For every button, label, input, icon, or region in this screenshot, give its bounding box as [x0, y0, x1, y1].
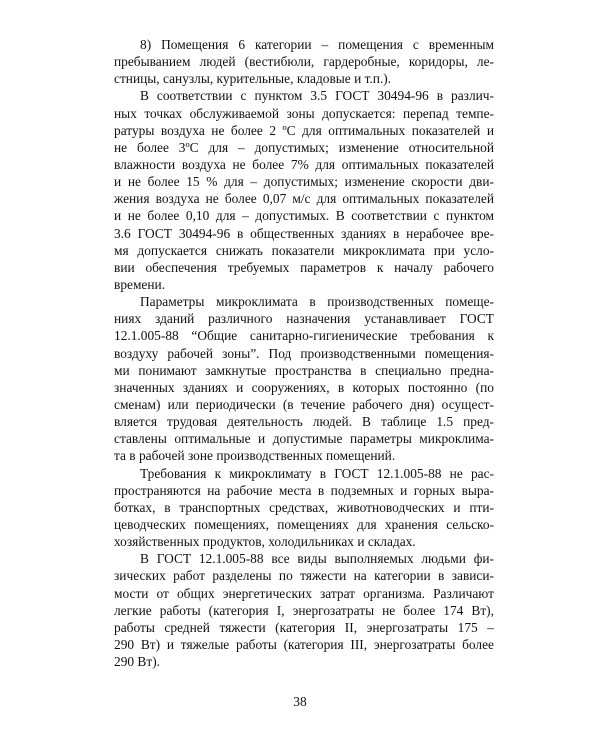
text-line: и не более 15 % для – допустимых; изменение скорости дви- [114, 174, 494, 190]
text-line: 12.1.005-88 “Общие санитарно-гигиенические требования к [114, 328, 494, 344]
text-line: 3.6 ГОСТ 30494-96 в общественных зданиях в нерабочее вре- [114, 225, 494, 241]
text-line: мости от общих энергетических затрат организма. Различают [114, 585, 494, 601]
text-line: цеводческих помещениях, помещениях для хранения сельско- [114, 516, 494, 532]
text-line: хозяйственных продуктов, холодильниках и складах. [114, 534, 416, 550]
text-line: 8) Помещения 6 категории – помещения с временным [140, 37, 494, 52]
text-line: легкие работы (категория I, энергозатраты не более 174 Вт), [114, 602, 494, 618]
text-line: ми понимают замкнутые пространства в специально предна- [114, 362, 494, 378]
text-line: В ГОСТ 12.1.005-88 все виды выполняемых людьми фи- [140, 551, 494, 567]
text-line: ниях зданий различного назначения устанавливает ГОСТ [114, 311, 494, 327]
text-line: воздуху рабочей зоны”. Под производственными помещения- [114, 345, 494, 361]
text-line: не более 3ºС для – допустимых; изменение относительной [114, 139, 494, 155]
text-line: вии обеспечения требуемых параметров к началу рабочего [114, 259, 494, 275]
text-line: жения воздуха не более 0,07 м/с для оптимальных показателей [114, 191, 494, 207]
text-line: пространяются на рабочие места в подземных и горных выра- [114, 482, 494, 498]
page-number: 38 [293, 694, 307, 709]
text-line: мя допускается снижать показатели микроклимата при усло- [114, 242, 494, 258]
text-line: В соответствии с пунктом 3.5 ГОСТ 30494-96 в различ- [140, 88, 494, 104]
page-body [114, 36, 494, 670]
text-line: пребыванием людей (вестибюли, гардеробные, коридоры, ле- [114, 54, 494, 70]
text-line: работы средней тяжести (категория II, энергозатраты 175 – [114, 619, 494, 635]
text-line: стницы, санузлы, курительные, кладовые и т.п.). [114, 71, 392, 87]
text-line: ставлены оптимальные и допустимые параметры микроклима- [114, 431, 494, 447]
text-line: 290 Вт) и тяжелые работы (категория III, энергозатраты более [114, 636, 494, 652]
text-line: и не более 0,10 для – допустимых. В соответствии с пунктом [114, 208, 494, 224]
text-line: сменам) или периодически (в течение рабочего дня) осущест- [114, 396, 494, 412]
text-line: значенных зданиях и сооружениях, в которых постоянно (по [114, 379, 494, 395]
text-line: ных точках обслуживаемой зоны допускается: перепад темпе- [114, 105, 494, 121]
text-line: вляется трудовая деятельность людей. В таблице 1.5 пред- [114, 414, 494, 430]
text-line: та в рабочей зоне производственных помещений. [114, 448, 396, 464]
text-line: зических работ разделены по тяжести на категории в зависи- [114, 568, 494, 584]
text-line: Требования к микроклимату в ГОСТ 12.1.005-88 не рас- [140, 465, 494, 481]
text-line: ботках, в транспортных средствах, животноводческих и пти- [114, 499, 494, 515]
text-line: влажности воздуха не более 7% для оптимальных показателей [114, 156, 494, 172]
text-line: времени. [114, 276, 166, 292]
text-line: ратуры воздуха не более 2 ºС для оптимальных показателей и [114, 122, 494, 138]
text-line: 290 Вт). [114, 654, 161, 670]
text-line: Параметры микроклимата в производственных помеще- [140, 294, 494, 310]
